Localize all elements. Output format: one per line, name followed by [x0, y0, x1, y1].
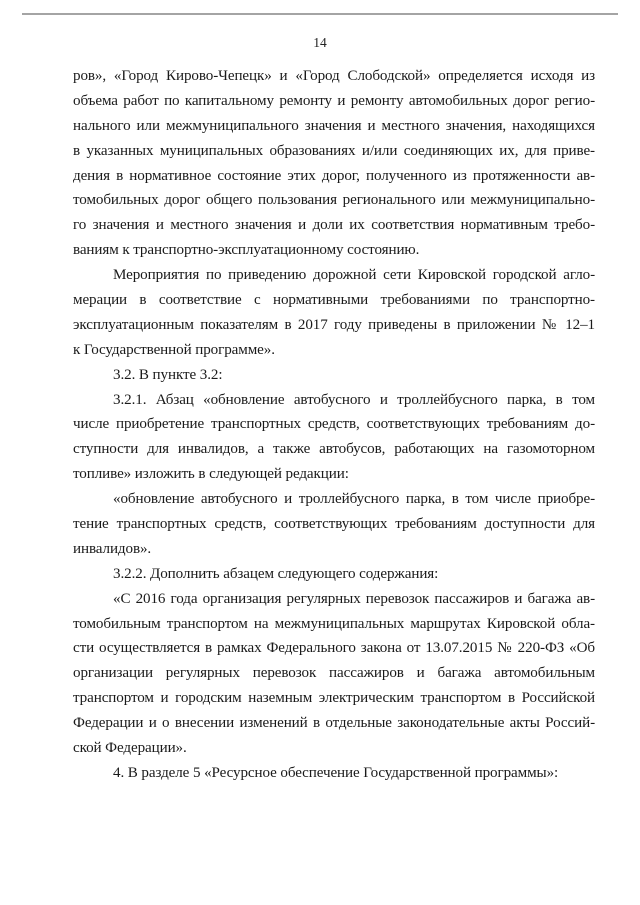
- text-line: в указанных муниципальных образованиях и/или соединяющих их, для приве-: [73, 142, 595, 159]
- text-line: «обновление автобусного и троллейбусного парка, в том числе приобре-: [113, 491, 595, 508]
- page-number: 14: [313, 35, 327, 50]
- text-line: организации регулярных перевозок пассажиров и багажа автомобильным: [73, 665, 595, 682]
- text-line: Мероприятия по приведению дорожной сети Кировской городской агло-: [113, 267, 595, 284]
- text-line: 4. В разделе 5 «Ресурсное обеспечение Государственной программы»:: [113, 764, 559, 781]
- top-border-rule: [22, 13, 618, 15]
- text-line: инвалидов».: [73, 540, 152, 557]
- text-line: тение транспортных средств, соответствующих требованиям доступности для: [73, 516, 595, 533]
- text-line: 3.2.1. Абзац «обновление автобусного и троллейбусного парка, в том: [113, 391, 595, 408]
- text-line: транспортом и городским наземным электрическим транспортом в Российской: [73, 690, 595, 707]
- text-line: томобильных дорог общего пользования регионального или межмуниципально-: [73, 192, 595, 209]
- text-line: к Государственной программе».: [73, 341, 275, 358]
- text-line: ваниям к транспортно-эксплуатационному состоянию.: [73, 242, 420, 259]
- text-line: мерации в соответствие с нормативными требованиями по транспортно-: [73, 292, 595, 309]
- text-line: топливе» изложить в следующей редакции:: [73, 466, 349, 483]
- text-line: объема работ по капитальному ремонту и ремонту автомобильных дорог регио-: [73, 92, 595, 109]
- text-line: числе приобретение транспортных средств, соответствующих требованиям до-: [73, 416, 595, 433]
- text-line: 3.2. В пункте 3.2:: [113, 366, 223, 383]
- text-line: ской Федерации».: [73, 740, 187, 757]
- text-line: сти осуществляется в рамках Федерального закона от 13.07.2015 № 220-ФЗ «Об: [73, 640, 595, 657]
- text-line: Федерации и о внесении изменений в отдельные законодательные акты Россий-: [73, 715, 595, 732]
- text-line: го значения и местного значения и доли их соответствия нормативным требо-: [73, 217, 595, 234]
- text-line: ров», «Город Кирово-Чепецк» и «Город Слободской» определяется исходя из: [73, 68, 595, 84]
- document-body: [73, 64, 595, 786]
- text-line: ступности для инвалидов, а также автобусов, работающих на газомоторном: [73, 441, 595, 458]
- text-line: «С 2016 года организация регулярных перевозок пассажиров и багажа ав-: [113, 590, 595, 607]
- text-line: томобильным транспортом на межмуниципальных маршрутах Кировской обла-: [73, 615, 595, 632]
- text-line: эксплуатационным показателям в 2017 году приведены в приложении № 12–1: [73, 316, 595, 333]
- text-line: дения в нормативное состояние этих дорог, полученного из протяженности ав-: [73, 167, 595, 184]
- text-line: 3.2.2. Дополнить абзацем следующего содержания:: [113, 565, 439, 582]
- text-line: нального или межмуниципального значения и местного значения, находящихся: [73, 117, 595, 134]
